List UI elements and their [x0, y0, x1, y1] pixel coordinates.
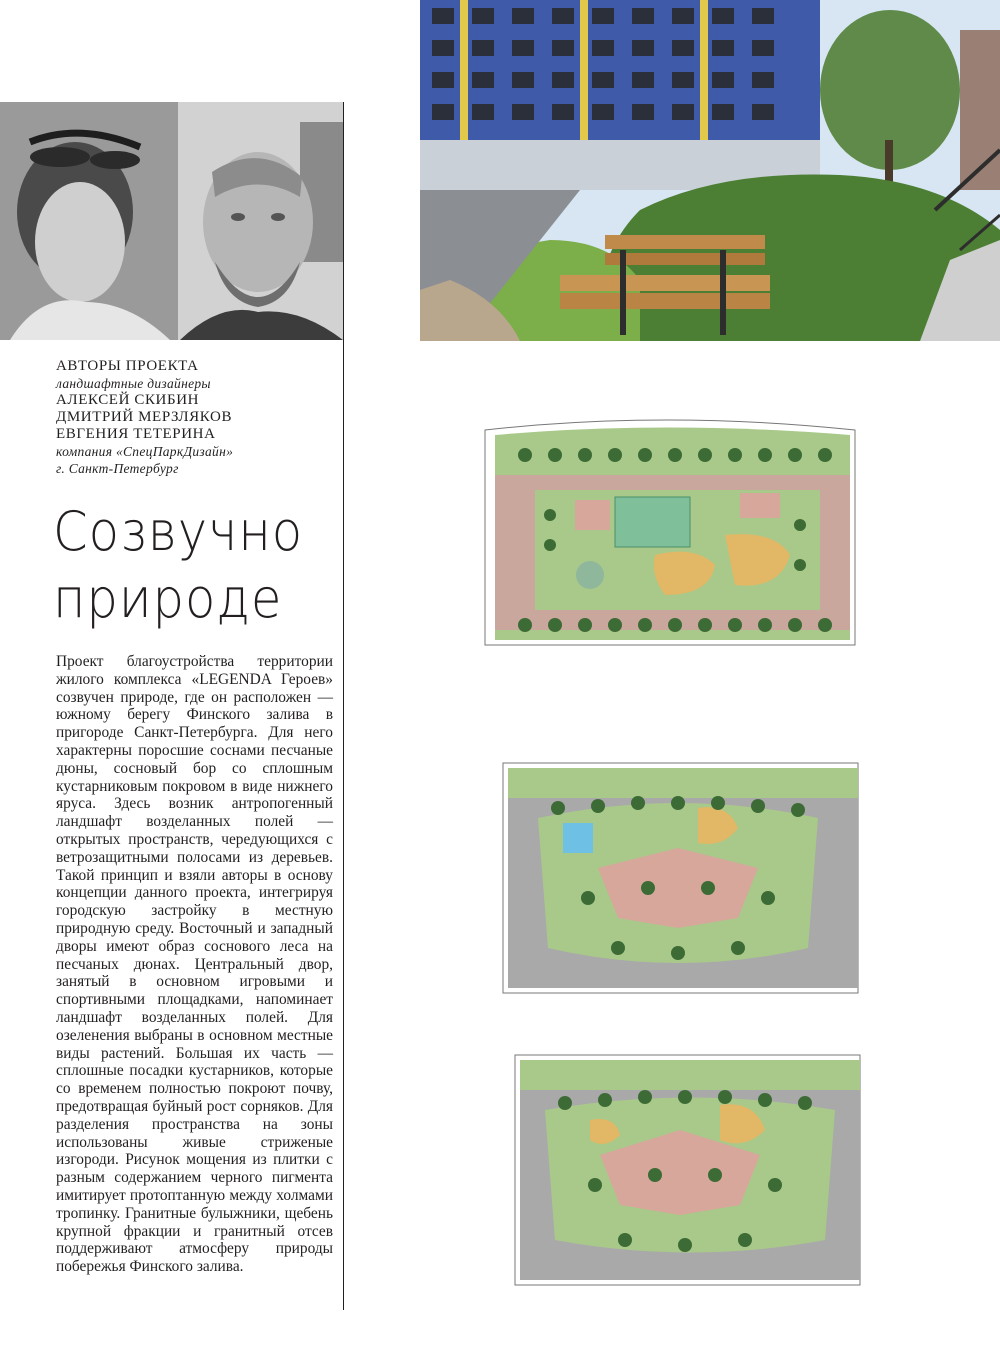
- portraits-photo: [0, 102, 343, 340]
- credits-heading: АВТОРЫ ПРОЕКТА: [56, 358, 199, 374]
- title-line: Созвучно: [53, 500, 304, 563]
- author-name: ЕВГЕНИЯ ТЕТЕРИНА: [56, 426, 216, 442]
- site-plan-east: [478, 748, 868, 1003]
- credits-block: [56, 358, 346, 477]
- credits-company: компания «СпецПаркДизайн»: [56, 444, 234, 459]
- article-body: Проект благоустройства территории жилого комплекса «LEGENDA Героев» созвучен природе, где он расположен — южному берегу Финского залива в пригороде Санкт-Петербурга. Для него характерны поросшие соснами песчаные дюны, сосновый бор со сплошным кустарниковым покровом в виде нижнего яруса. Здесь возник антропогенный ландшафт возделанных полей — открытых пространств, чередующихся с ветрозащитными полосами из деревьев. Такой принцип и взяли авторы в основу концепции данного проекта, интегрируя городскую застройку в местную природную среду. Восточный и западный дворы имеют образ соснового леса на песчаных дюнах. Центральный двор, занятый в основном игровыми и спортивными площадками, напоминает ландшафт возделанных полей. Для озеленения выбраны в основном местные виды растений. Большая их часть — сплошные посадки кустарников, которые со временем полностью покроют почву, предотвращая буйный рост сорняков. Для разделения пространства на зоны использованы живые стриженые изгороди. Рисунок мощения из плитки с разным содержанием черного пигмента имитирует протоптанную между холмами тропинку. Гранитные булыжники, щебень крупной фракции и гранитный отсев поддерживают атмосферу природы побережья Финского залива.: [56, 653, 333, 1276]
- author-name: ДМИТРИЙ МЕРЗЛЯКОВ: [56, 409, 233, 425]
- site-plan-central: [455, 415, 875, 670]
- article-title: [53, 498, 343, 632]
- credits-role: ландшафтные дизайнеры: [56, 376, 211, 391]
- column-divider: [343, 102, 344, 1310]
- author-name: АЛЕКСЕЙ СКИБИН: [56, 392, 200, 408]
- credits-city: г. Санкт-Петербург: [56, 461, 179, 476]
- courtyard-photo: [420, 0, 1000, 341]
- title-line: природе: [53, 567, 283, 630]
- site-plan-west: [490, 1045, 870, 1290]
